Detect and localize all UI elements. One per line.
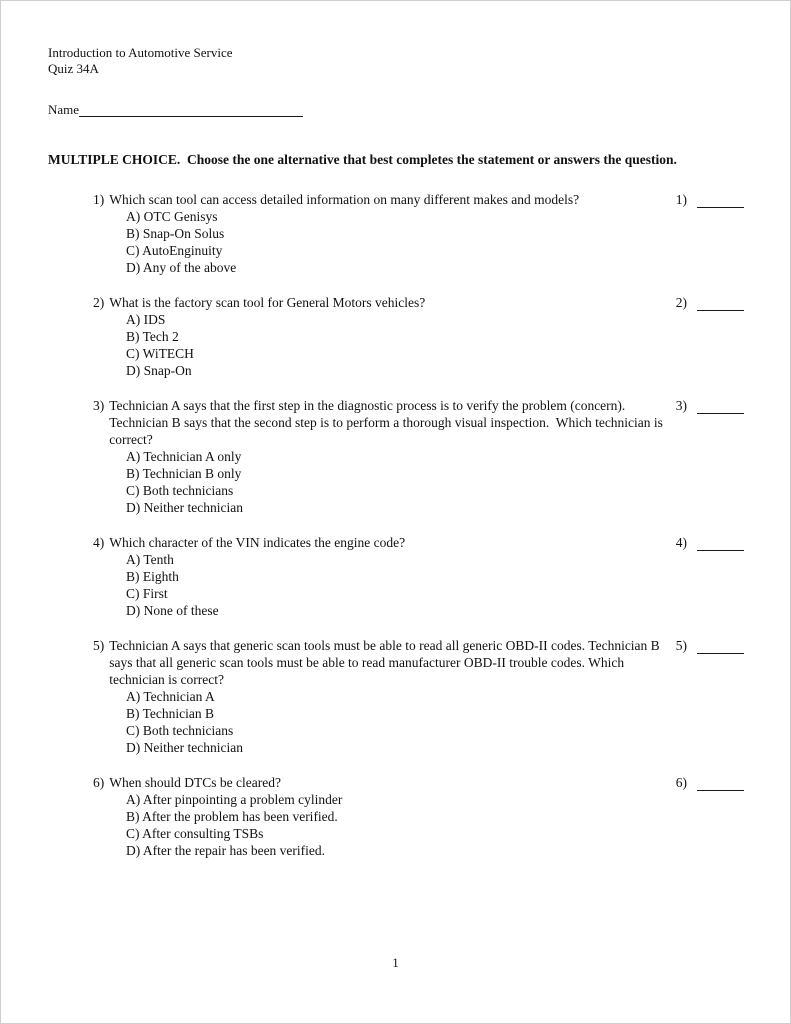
question-text: When should DTCs be cleared? <box>109 775 281 790</box>
choice-b: B) After the problem has been verified. <box>126 809 338 824</box>
choice-c: C) After consulting TSBs <box>126 826 264 841</box>
choice-c: C) Both technicians <box>126 483 234 498</box>
choices <box>93 551 744 619</box>
question-number: 6) <box>93 775 105 790</box>
question-list <box>48 191 744 859</box>
answer-blank[interactable] <box>697 538 744 551</box>
choice-d: D) Neither technician <box>126 740 243 755</box>
question-6 <box>93 774 744 859</box>
choice-a: A) After pinpointing a problem cylinder <box>126 792 343 807</box>
question-number: 5) <box>93 638 105 653</box>
answer-slot-4 <box>676 534 744 551</box>
course-title: Introduction to Automotive Service <box>48 45 233 60</box>
choice-a: A) IDS <box>126 312 166 327</box>
choice-d: D) After the repair has been verified. <box>126 843 326 858</box>
answer-slot-3 <box>676 397 744 414</box>
name-row <box>48 102 744 118</box>
question-2 <box>93 294 744 379</box>
answer-blank[interactable] <box>697 778 744 791</box>
name-blank[interactable] <box>79 104 303 117</box>
choice-a: A) Tenth <box>126 552 174 567</box>
question-text: What is the factory scan tool for General Motors vehicles? <box>109 295 426 310</box>
question-3 <box>93 397 744 516</box>
question-number: 3) <box>93 398 105 413</box>
choice-b: B) Eighth <box>126 569 179 584</box>
choice-d: D) Snap-On <box>126 363 192 378</box>
answer-number: 1) <box>675 192 687 207</box>
answer-slot-1 <box>676 191 744 208</box>
question-5 <box>93 637 744 756</box>
choice-b: B) Snap-On Solus <box>126 226 225 241</box>
choices <box>93 791 744 859</box>
choices <box>93 311 744 379</box>
question-text: Technician A says that the first step in the diagnostic process is to verify the problem (concern). Technician B says that the second step is to perform a thorough visual inspection. Which technician is correct? <box>109 398 667 447</box>
answer-blank[interactable] <box>697 298 744 311</box>
question-number: 1) <box>93 192 105 207</box>
answer-slot-6 <box>676 774 744 791</box>
answer-blank[interactable] <box>697 641 744 654</box>
choice-a: A) Technician A only <box>126 449 242 464</box>
choices <box>93 448 744 516</box>
choices <box>93 208 744 276</box>
choice-a: A) Technician A <box>126 689 215 704</box>
choice-c: C) AutoEnginuity <box>126 243 223 258</box>
answer-slot-5 <box>676 637 744 654</box>
answer-number: 4) <box>675 535 687 550</box>
choice-c: C) WiTECH <box>126 346 194 361</box>
quiz-title: Quiz 34A <box>48 61 99 76</box>
answer-number: 3) <box>675 398 687 413</box>
answer-number: 5) <box>675 638 687 653</box>
answer-blank[interactable] <box>697 195 744 208</box>
choice-b: B) Technician B <box>126 706 215 721</box>
choice-c: C) Both technicians <box>126 723 234 738</box>
instructions: MULTIPLE CHOICE. Choose the one alternative that best completes the statement or answers the question. <box>48 152 677 167</box>
answer-blank[interactable] <box>697 401 744 414</box>
question-1 <box>93 191 744 276</box>
choice-d: D) Neither technician <box>126 500 243 515</box>
choice-d: D) None of these <box>126 603 219 618</box>
page-number: 1 <box>392 955 399 970</box>
choice-b: B) Technician B only <box>126 466 242 481</box>
answer-number: 6) <box>675 775 687 790</box>
question-text: Technician A says that generic scan tools must be able to read all generic OBD-II codes. Technician B says that all generic scan tools must be able to read manufacturer OBD-II trouble codes. Which technician is correct? <box>109 638 664 687</box>
page-header <box>48 45 744 118</box>
question-number: 4) <box>93 535 105 550</box>
choices <box>93 688 744 756</box>
answer-slot-2 <box>676 294 744 311</box>
question-text: Which scan tool can access detailed information on many different makes and models? <box>109 192 580 207</box>
question-text: Which character of the VIN indicates the engine code? <box>109 535 406 550</box>
question-4 <box>93 534 744 619</box>
choice-c: C) First <box>126 586 168 601</box>
choice-d: D) Any of the above <box>126 260 237 275</box>
choice-b: B) Tech 2 <box>126 329 179 344</box>
choice-a: A) OTC Genisys <box>126 209 218 224</box>
name-label: Name <box>48 102 80 117</box>
question-number: 2) <box>93 295 105 310</box>
answer-number: 2) <box>675 295 687 310</box>
